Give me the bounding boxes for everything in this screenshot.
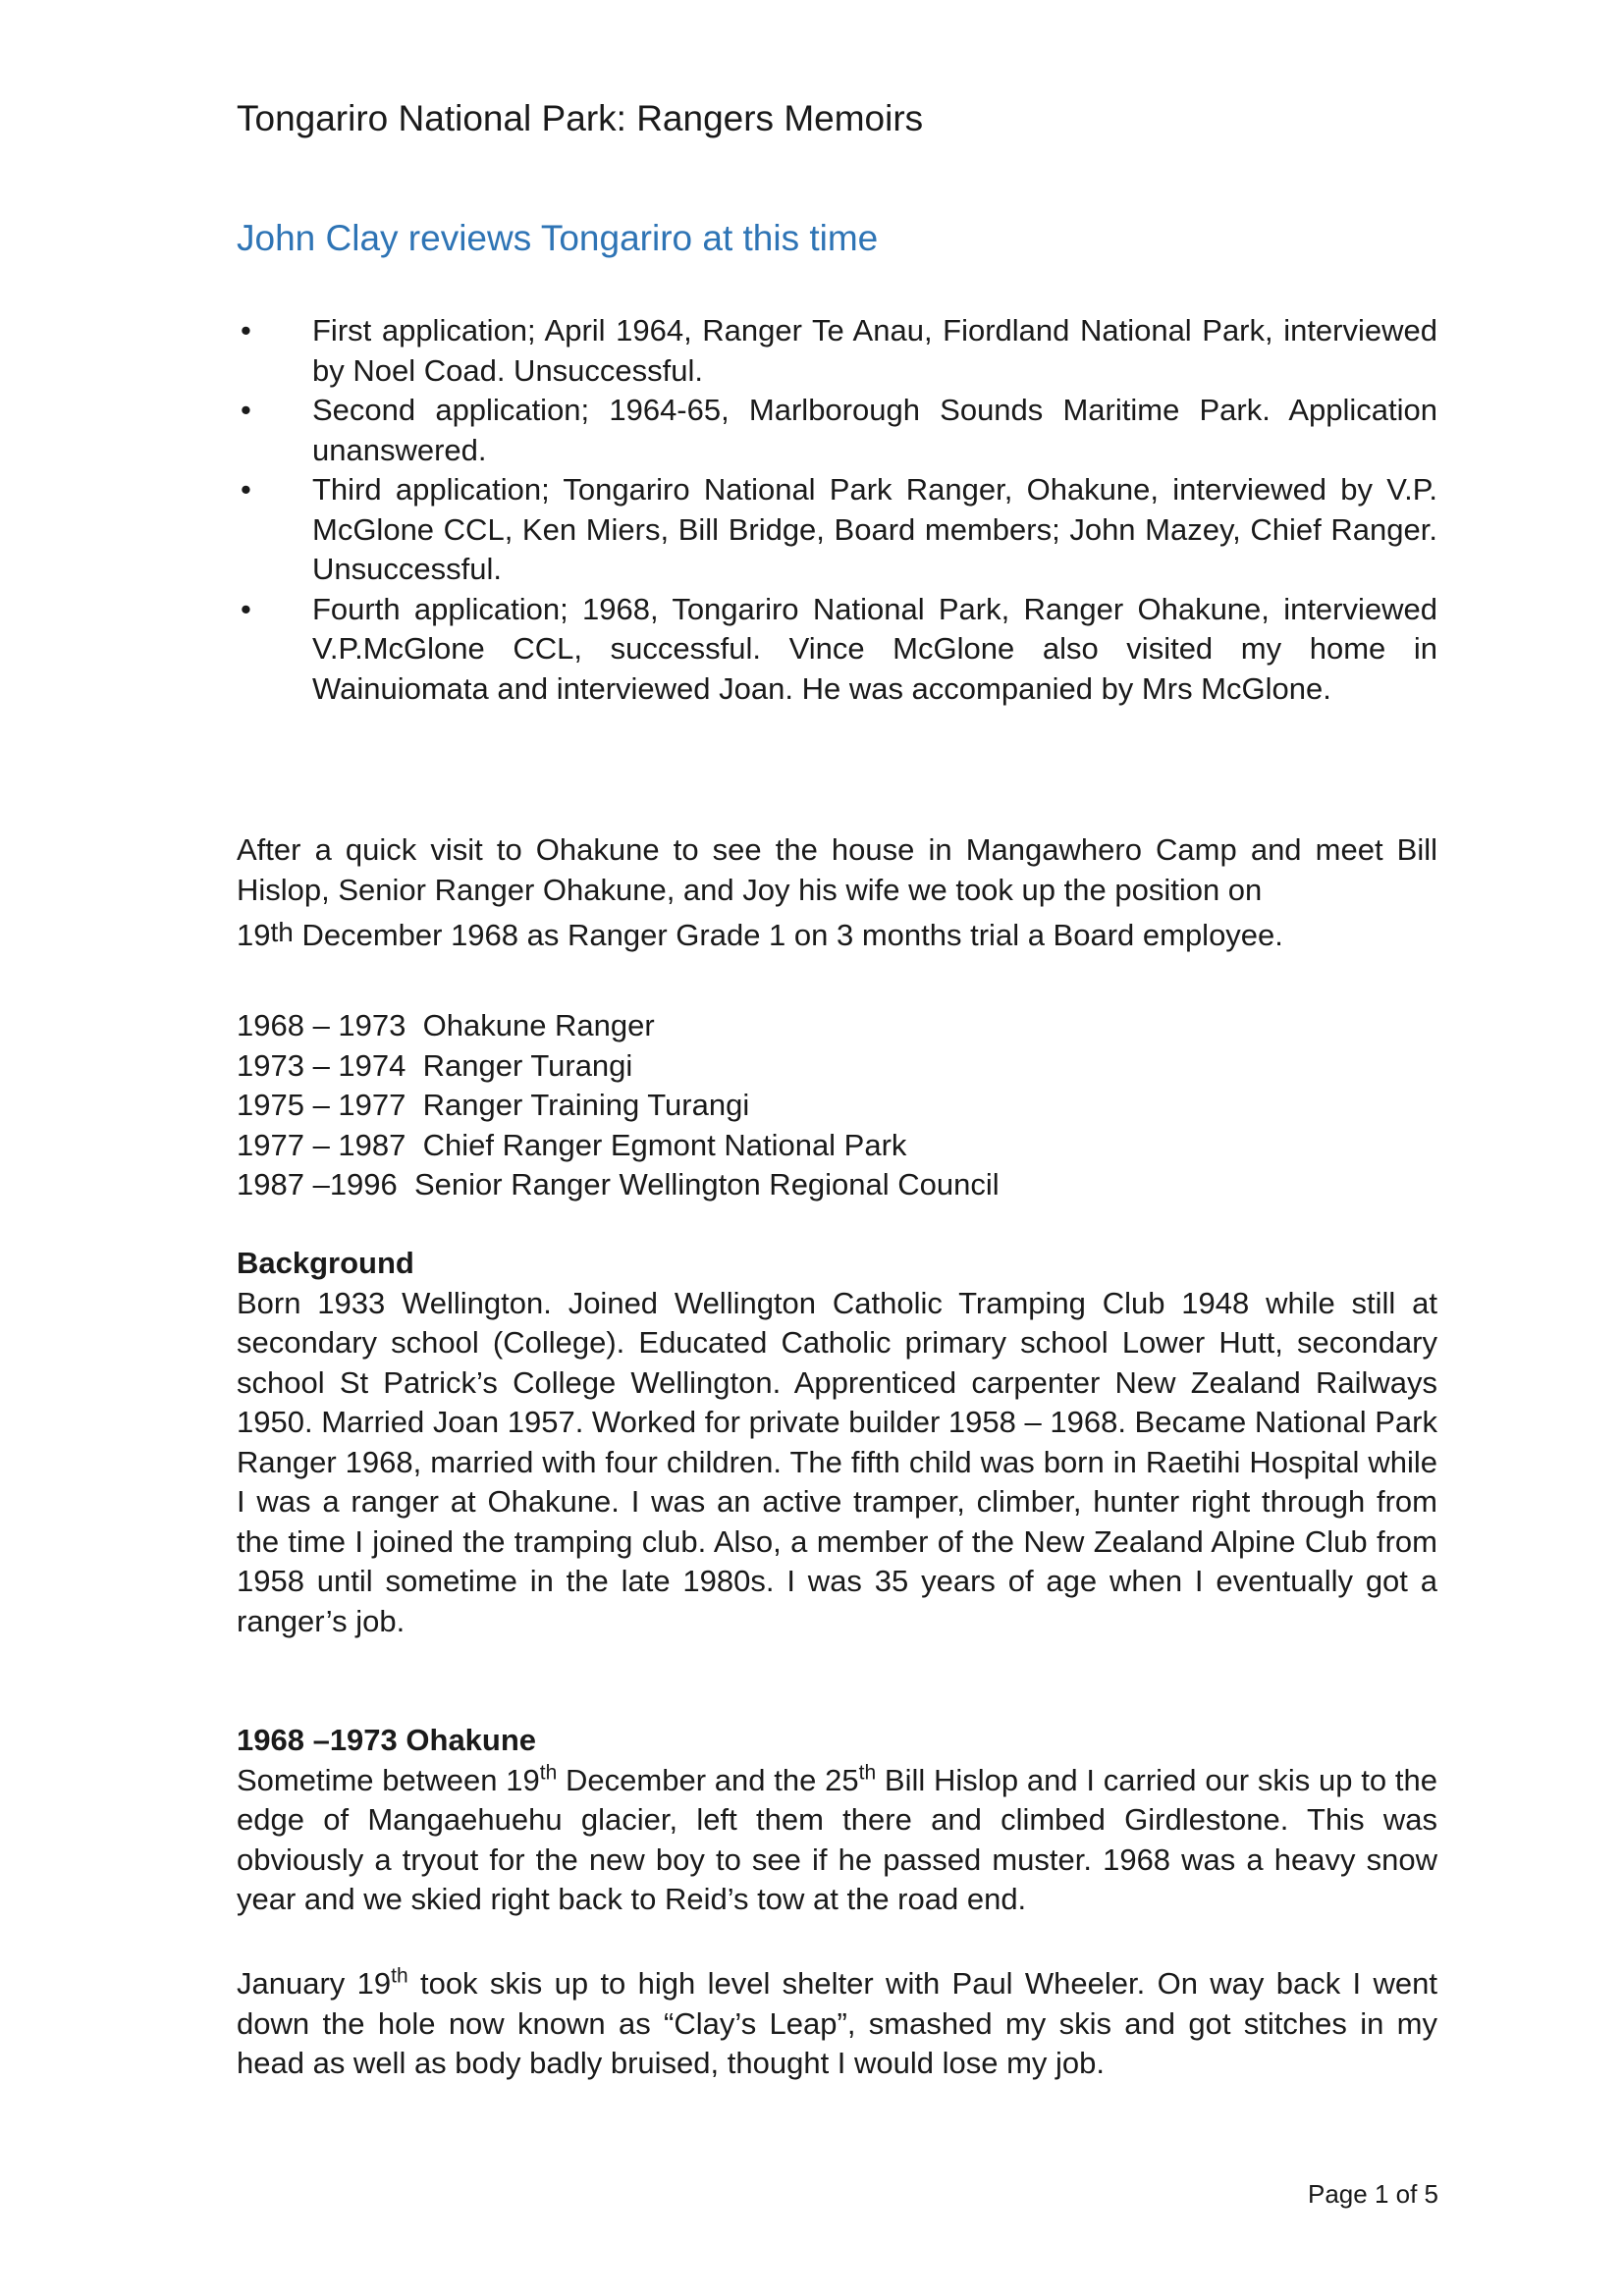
arrival-date-line [237,916,1437,957]
career-item: 1987 –1996 Senior Ranger Wellington Regional Council [237,1167,1000,1201]
background-text: Born 1933 Wellington. Joined Wellington Catholic Tramping Club 1948 while still at secondary school (College). Educated Catholic primary school Lower Hutt, secondary school St Patrick’s College Wellington. Apprenticed carpenter New Zealand Railways 1950. Married Joan 1957. Worked for private builder 1958 – 1968. Became National Park Ranger 1968, married with four children. The fifth child was born in Raetihi Hospital while I was a ranger at Ohakune. I was an active tramper, climber, hunter right through from the time I joined the tramping club. Also, a member of the New Zealand Alpine Club from 1958 until sometime in the late 1980s. I was 35 years of age when I eventually got a ranger’s job. [237,1285,1437,1638]
career-list [237,1006,1000,1205]
arrival-paragraph [237,830,1437,957]
ohakune-text: Bill Hislop and I carried our skis up to the edge of Mangaehuehu glacier, left them there and climbed Girdlestone. This was obviously a tryout for the new boy to see if he passed muster. 1968 was a heavy snow year and we skied right back to Reid’s tow at the road end. [237,1762,1437,1916]
january-text: January 19 [237,1966,392,2001]
ordinal-suffix: th [858,1761,877,1785]
january-paragraph [237,1964,1437,2084]
ohakune-section [237,1721,1437,1920]
list-item: • Second application; 1964-65, Marlborough Sounds Maritime Park. Application unanswered. [237,391,1437,470]
background-section [237,1244,1437,1641]
career-item: 1973 – 1974 Ranger Turangi [237,1047,633,1083]
list-item: • First application; April 1964, Ranger Te Anau, Fiordland National Park, interviewed by Noel Coad. Unsuccessful. [237,311,1437,391]
january-text: took skis up to high level shelter with Paul Wheeler. On way back I went down the hole now known as “Clay’s Leap”, smashed my skis and got stitches in my head as well as body badly bruised, thought I would lose my job. [237,1966,1437,2080]
document-title: Tongariro National Park: Rangers Memoirs [237,98,924,138]
arrival-text-end: December 1968 as Ranger Grade 1 on 3 months trial a Board employee. [293,918,1283,952]
ohakune-text: December and the 25 [557,1762,859,1797]
section-heading: John Clay reviews Tongariro at this time [237,218,879,258]
arrival-text: After a quick visit to Ohakune to see the house in Mangawhero Camp and meet Bill Hislop, Senior Ranger Ohakune, and Joy his wife we took up the position on [237,832,1437,907]
arrival-day: 19 [237,918,271,952]
list-item: • Third application; Tongariro National Park Ranger, Ohakune, interviewed by V.P. McGlone CCL, Ken Miers, Bill Bridge, Board members; John Mazey, Chief Ranger. Unsuccessful. [237,470,1437,590]
applications-list [237,311,1437,709]
list-item: • Fourth application; 1968, Tongariro National Park, Ranger Ohakune, interviewed V.P.McGlone CCL, successful. Vince McGlone also visited my home in Wainuiomata and interviewed Joan. He was accompanied by Mrs McGlone. [237,590,1437,710]
ohakune-heading: 1968 –1973 Ohakune [237,1723,537,1757]
page-number: Page 1 of 5 [1308,2179,1438,2209]
career-item: 1975 – 1977 Ranger Training Turangi [237,1088,750,1122]
career-item: 1968 – 1973 Ohakune Ranger [237,1008,655,1042]
ordinal-suffix: th [539,1761,558,1785]
ordinal-suffix: th [391,1964,408,1988]
career-item: 1977 – 1987 Chief Ranger Egmont National Park [237,1127,907,1162]
background-heading: Background [237,1246,414,1280]
arrival-day-suffix: th [270,917,294,947]
ohakune-text: Sometime between 19 [237,1762,540,1797]
